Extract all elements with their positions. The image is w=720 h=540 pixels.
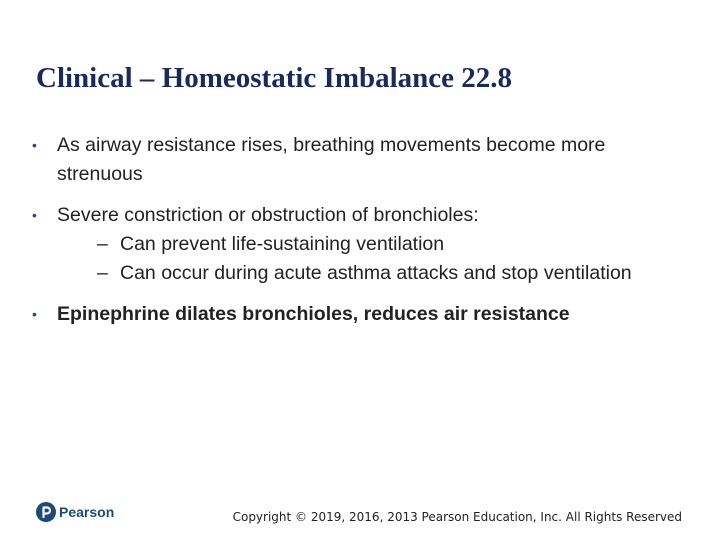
sub-bullet-list bbox=[57, 230, 692, 288]
bullet-text: Epinephrine dilates bronchioles, reduces air resistance bbox=[57, 303, 570, 325]
bullet-marker: • bbox=[32, 306, 37, 322]
copyright-notice: Copyright © 2019, 2016, 2013 Pearson Education, Inc. All Rights Reserved bbox=[232, 510, 682, 524]
pearson-logo bbox=[36, 502, 114, 522]
sub-bullet-marker: – bbox=[97, 233, 108, 255]
bullet-marker: • bbox=[32, 207, 37, 223]
sub-bullet-marker: – bbox=[97, 262, 108, 284]
sub-bullet-item bbox=[57, 230, 692, 259]
pearson-p-icon bbox=[36, 502, 56, 522]
bullet-text: Severe constriction or obstruction of bronchioles: bbox=[57, 204, 479, 226]
bullet-text: As airway resistance rises, breathing movements become more strenuous bbox=[57, 134, 606, 185]
bullet-item bbox=[32, 300, 692, 329]
sub-bullet-text: Can occur during acute asthma attacks and stop ventilation bbox=[120, 262, 632, 284]
bullet-list bbox=[32, 131, 692, 341]
sub-bullet-text: Can prevent life-sustaining ventilation bbox=[120, 233, 445, 255]
slide-title: Clinical – Homeostatic Imbalance 22.8 bbox=[36, 62, 513, 94]
bullet-marker: • bbox=[32, 137, 37, 153]
sub-bullet-item bbox=[57, 259, 692, 288]
bullet-item bbox=[32, 201, 692, 288]
bullet-item bbox=[32, 131, 692, 189]
logo-text: Pearson bbox=[59, 504, 115, 520]
